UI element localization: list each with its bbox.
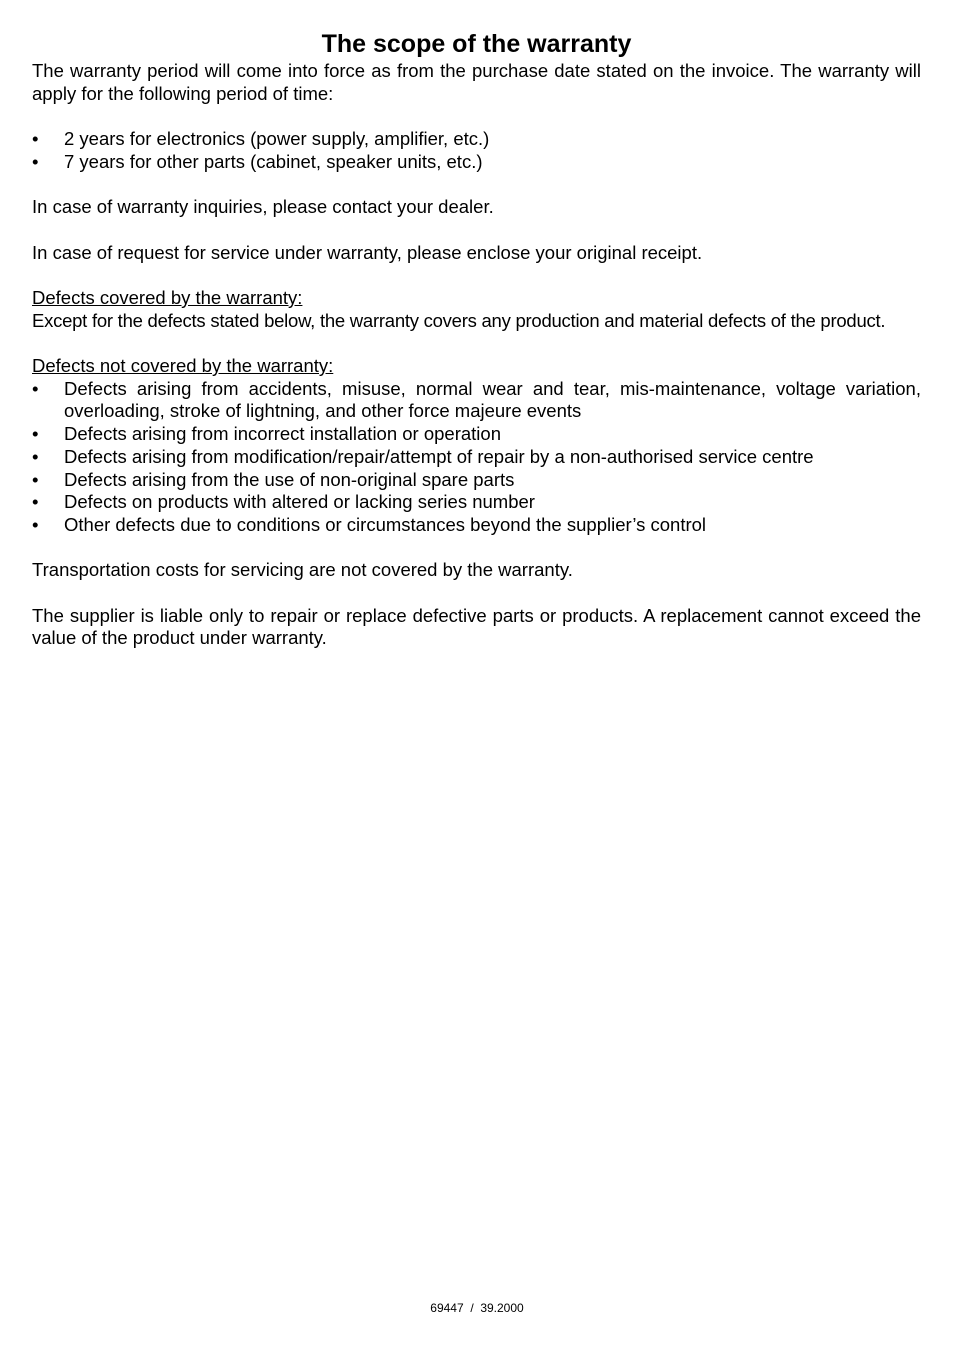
list-item-text: Other defects due to conditions or circumstances beyond the supplier’s control [64, 513, 707, 535]
bullet-icon: • [32, 128, 39, 150]
spacer [32, 174, 921, 197]
bullet-icon: • [32, 377, 39, 399]
transport-paragraph: Transportation costs for servicing are not covered by the warranty. [32, 559, 573, 581]
spacer [32, 582, 921, 605]
list-item-text: Defects arising from accidents, misuse, normal wear and tear, mis-maintenance, voltage variation, overloading, stroke of lightning, and other force majeure events [64, 377, 921, 422]
list-item [32, 469, 921, 492]
not-covered-heading: Defects not covered by the warranty: [32, 355, 334, 377]
bullet-icon: • [32, 150, 39, 172]
list-item [32, 151, 921, 174]
list-item-text: 7 years for other parts (cabinet, speaker units, etc.) [64, 150, 483, 172]
spacer [32, 537, 921, 560]
list-item [32, 514, 921, 537]
spacer [32, 332, 921, 355]
list-item [32, 128, 921, 151]
list-item [32, 446, 921, 469]
list-item-text: Defects arising from incorrect installation or operation [64, 423, 501, 445]
list-item [32, 378, 921, 423]
list-item-text: 2 years for electronics (power supply, amplifier, etc.) [64, 128, 490, 150]
warranty-period-list [32, 128, 921, 173]
spacer [32, 264, 921, 287]
inquiries-paragraph: In case of warranty inquiries, please contact your dealer. [32, 196, 494, 218]
bullet-icon: • [32, 513, 39, 535]
list-item [32, 491, 921, 514]
list-item-text: Defects arising from modification/repair/attempt of repair by a non-authorised service centre [64, 445, 814, 467]
not-covered-list [32, 378, 921, 537]
list-item-text: Defects on products with altered or lacking series number [64, 491, 535, 513]
covered-text: Except for the defects stated below, the warranty covers any production and material defects of the product. [32, 309, 886, 331]
covered-heading: Defects covered by the warranty: [32, 286, 303, 308]
bullet-icon: • [32, 423, 39, 445]
intro-paragraph: The warranty period will come into force as from the purchase date stated on the invoice. The warranty will apply for the following period of time: [32, 60, 921, 104]
bullet-icon: • [32, 445, 39, 467]
bullet-icon: • [32, 491, 39, 513]
warranty-page [32, 28, 921, 650]
document-reference: 69447 / 39.2000 [430, 1301, 524, 1315]
list-item [32, 423, 921, 446]
service-request-paragraph: In case of request for service under warranty, please enclose your original receipt. [32, 241, 703, 263]
page-title: The scope of the warranty [321, 30, 632, 58]
spacer [32, 219, 921, 242]
spacer [32, 105, 921, 128]
liability-paragraph: The supplier is liable only to repair or replace defective parts or products. A replacement cannot exceed the value of the product under warranty. [32, 604, 921, 649]
bullet-icon: • [32, 468, 39, 490]
list-item-text: Defects arising from the use of non-original spare parts [64, 468, 515, 490]
